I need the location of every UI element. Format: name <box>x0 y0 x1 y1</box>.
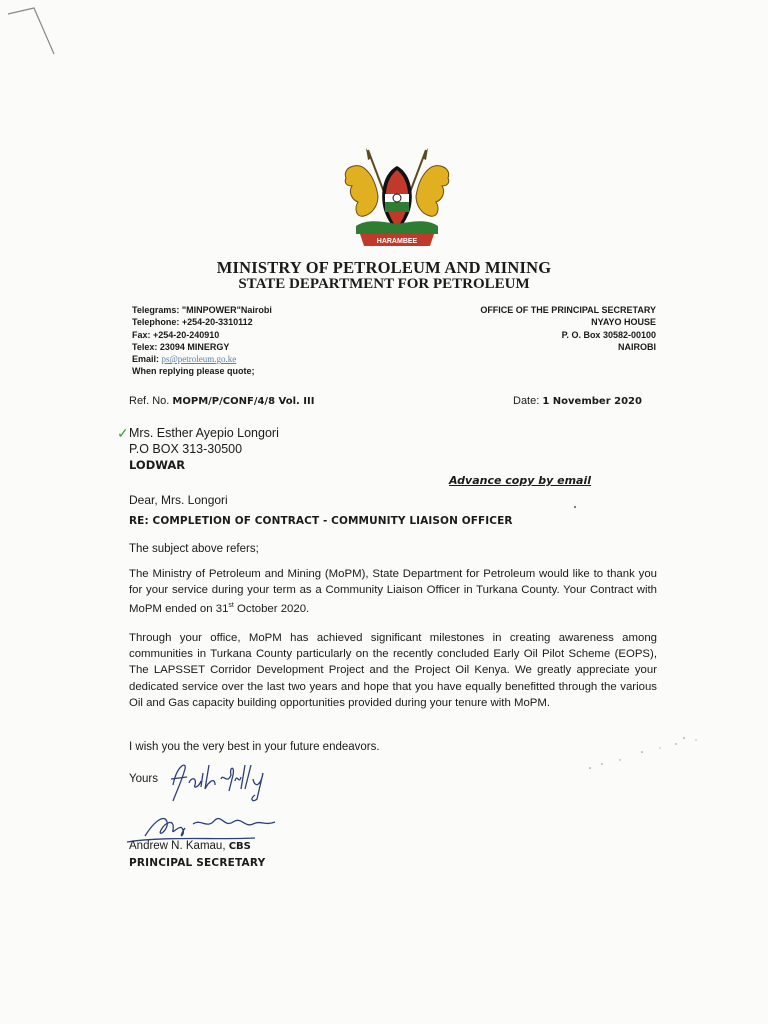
signatory-title: PRINCIPAL SECRETARY <box>129 857 266 869</box>
scan-noise-specks <box>580 730 720 780</box>
date-label: Date: <box>513 395 543 407</box>
telex-line: Telex: 23094 MINERGY <box>132 341 230 352</box>
signatory-full-name: Andrew N. Kamau, <box>129 840 229 852</box>
recipient-box: P.O BOX 313-30500 <box>129 442 243 456</box>
contact-block <box>132 304 272 378</box>
reference-number <box>129 395 314 407</box>
email-label: Email: <box>132 354 162 365</box>
paragraph-1-superscript: st <box>228 602 234 610</box>
body-paragraph-1 <box>129 566 657 617</box>
email-line <box>132 353 272 365</box>
paragraph-1-text: The Ministry of Petroleum and Mining (MoPM), State Department for Petroleum would like to thank you for your service during your term as a Community Liaison Officer in Turkana County. Your Contract with MoPM ended on 31 <box>129 568 657 616</box>
paragraph-1-text-end: October 2020. <box>233 603 310 616</box>
signatory-name <box>129 840 251 852</box>
closing-wish: I wish you the very best in your future endeavors. <box>129 741 380 753</box>
coat-of-arms-emblem <box>338 148 456 248</box>
fax-line: Fax: +254-20-240910 <box>132 329 220 340</box>
letter-date <box>513 395 642 407</box>
recipient-name: Mrs. Esther Ayepio Longori <box>129 426 279 440</box>
reply-note: When replying please quote; <box>132 366 255 377</box>
body-paragraph-2: Through your office, MoPM has achieved significant milestones in creating awareness among communities in Turkana County particularly on the recently concluded Early Oil Pilot Scheme (EOPS), The LAPSSET Corridor Development Project and the Project Oil Kenya. We greatly appreciate your dedicated service over the last two years and hope that you have equally benefitted through the various Oil and Gas capacity building opportunities provided during your tenure with MoPM. <box>129 632 657 709</box>
scan-corner-mark <box>6 4 56 56</box>
check-mark-icon: ✓ <box>117 425 129 441</box>
office-line-2: NYAYO HOUSE <box>591 317 656 328</box>
email-link[interactable]: ps@petroleum.go.ke <box>161 354 237 365</box>
scan-speck <box>572 504 578 510</box>
reference-label: Ref. No. <box>129 395 173 407</box>
telephone-line: Telephone: +254-20-3310112 <box>132 317 253 328</box>
telegrams-line: Telegrams: "MINPOWER"Nairobi <box>132 305 272 315</box>
reference-value: MOPM/P/CONF/4/8 Vol. III <box>172 396 315 407</box>
signatory-honorific: CBS <box>228 841 251 852</box>
office-address-block <box>480 304 656 353</box>
signoff-yours: Yours <box>129 773 158 785</box>
salutation: Dear, Mrs. Longori <box>129 493 228 507</box>
recipient-address <box>129 425 279 473</box>
office-line-3: P. O. Box 30582-00100 <box>561 329 656 340</box>
re-subject-line: RE: COMPLETION OF CONTRACT - COMMUNITY LIAISON OFFICER <box>129 515 513 527</box>
date-value: 1 November 2020 <box>542 396 642 407</box>
office-line-1: OFFICE OF THE PRINCIPAL SECRETARY <box>480 305 656 315</box>
advance-copy-note: Advance copy by email <box>449 474 591 487</box>
department-title: STATE DEPARTMENT FOR PETROLEUM <box>238 276 530 292</box>
motto-text: HARAMBEE <box>376 238 418 245</box>
recipient-town: LODWAR <box>129 458 186 472</box>
handwritten-signature <box>125 800 305 845</box>
office-line-4: NAIROBI <box>618 341 656 352</box>
subject-refers-line: The subject above refers; <box>129 543 259 555</box>
handwritten-faithfully-signature <box>165 755 295 805</box>
ministry-title: MINISTRY OF PETROLEUM AND MINING <box>216 258 552 277</box>
